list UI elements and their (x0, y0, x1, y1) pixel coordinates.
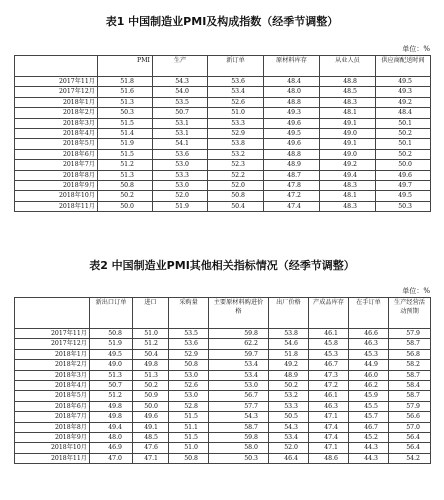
table2-header-business-expectations: 生产经营活动预期 (389, 298, 431, 329)
table-cell: 53.0 (153, 160, 208, 170)
table-cell: 47.0 (90, 453, 133, 463)
table-cell: 50.0 (98, 201, 153, 211)
table-cell: 49.7 (376, 181, 431, 191)
row-label: 2018年1月 (15, 97, 98, 107)
table-cell: 51.0 (208, 108, 264, 118)
table-cell: 45.9 (349, 391, 389, 401)
table-cell: 49.5 (376, 77, 431, 87)
row-label: 2018年2月 (15, 360, 90, 370)
table2-header-new-export-orders: 新出口订单 (90, 298, 133, 329)
table-row (15, 139, 431, 149)
table-cell: 58.7 (389, 391, 431, 401)
row-label: 2018年4月 (15, 129, 98, 139)
row-label: 2018年7月 (15, 160, 98, 170)
table2-title: 表2 中国制造业PMI其他相关指标情况（经季节调整） (89, 259, 355, 272)
row-label: 2018年1月 (15, 349, 90, 359)
table-cell: 50.3 (376, 201, 431, 211)
table-cell: 49.8 (90, 401, 133, 411)
table-row (15, 160, 431, 170)
table-cell: 51.3 (98, 170, 153, 180)
row-label: 2018年5月 (15, 139, 98, 149)
table-row (15, 391, 431, 401)
table-cell: 51.4 (98, 129, 153, 139)
table-cell: 56.8 (389, 349, 431, 359)
table-cell: 53.0 (209, 381, 269, 391)
table-cell: 53.2 (269, 391, 309, 401)
table-cell: 50.2 (269, 381, 309, 391)
table2-header-imports: 进口 (133, 298, 169, 329)
table-cell: 46.6 (349, 329, 389, 339)
table-row (15, 360, 431, 370)
table-cell: 52.9 (169, 349, 209, 359)
table2-unit: 单位：% (402, 287, 430, 295)
table-cell: 52.3 (208, 160, 264, 170)
table2-header-finished-goods-inventory: 产成品库存 (309, 298, 349, 329)
table-cell: 44.3 (349, 443, 389, 453)
row-label: 2018年11月 (15, 453, 90, 463)
table-cell: 49.6 (376, 170, 431, 180)
table-cell: 54.0 (153, 87, 208, 97)
table2-header-purchase-quantity: 采购量 (169, 298, 209, 329)
table-cell: 52.6 (169, 381, 209, 391)
table-cell: 51.5 (98, 118, 153, 128)
table-cell: 48.6 (309, 453, 349, 463)
table-row (15, 87, 431, 97)
table-cell: 52.0 (269, 443, 309, 453)
table-cell: 52.0 (208, 181, 264, 191)
table-row (15, 349, 431, 359)
table-cell: 52.0 (153, 191, 208, 201)
table-cell: 53.6 (153, 149, 208, 159)
row-label: 2018年11月 (15, 201, 98, 211)
table-cell: 48.0 (90, 433, 133, 443)
table1-header-production: 生产 (153, 56, 208, 77)
table-cell: 48.9 (269, 370, 309, 380)
table-cell: 51.8 (98, 77, 153, 87)
table-cell: 50.2 (98, 191, 153, 201)
table-cell: 45.3 (309, 349, 349, 359)
table-cell: 56.4 (389, 443, 431, 453)
table-cell: 50.2 (133, 381, 169, 391)
table-cell: 49.1 (320, 139, 376, 149)
table-row (15, 453, 431, 463)
row-label: 2018年8月 (15, 422, 90, 432)
table-cell: 53.4 (209, 360, 269, 370)
row-label: 2017年12月 (15, 339, 90, 349)
table-cell: 46.1 (309, 329, 349, 339)
table-cell: 58.7 (209, 422, 269, 432)
table-cell: 49.6 (264, 139, 320, 149)
table-cell: 47.2 (264, 191, 320, 201)
table-cell: 57.9 (389, 329, 431, 339)
row-label: 2018年7月 (15, 412, 90, 422)
table-cell: 58.7 (389, 370, 431, 380)
row-label: 2018年6月 (15, 401, 90, 411)
table-cell: 47.1 (309, 443, 349, 453)
table-cell: 53.1 (153, 118, 208, 128)
row-label: 2018年2月 (15, 108, 98, 118)
table-cell: 51.6 (98, 87, 153, 97)
table-cell: 49.5 (376, 191, 431, 201)
table2-header-input-prices: 主要原材料购进价格 (209, 298, 269, 329)
table-row (15, 170, 431, 180)
table-cell: 50.1 (376, 118, 431, 128)
table-cell: 51.2 (98, 160, 153, 170)
table-cell: 47.4 (309, 433, 349, 443)
table-cell: 52.8 (169, 401, 209, 411)
row-label: 2018年9月 (15, 181, 98, 191)
table-cell: 54.6 (269, 339, 309, 349)
table-cell: 50.8 (169, 453, 209, 463)
table1-header-pmi: PMI (98, 56, 153, 77)
table-cell: 46.1 (309, 391, 349, 401)
table-row (15, 108, 431, 118)
table-cell: 59.8 (209, 329, 269, 339)
table-cell: 44.9 (349, 360, 389, 370)
table-cell: 57.7 (209, 401, 269, 411)
table-cell: 53.6 (169, 339, 209, 349)
table-cell: 50.2 (376, 149, 431, 159)
table-cell: 45.7 (349, 412, 389, 422)
table-row (15, 118, 431, 128)
table-cell: 53.2 (208, 149, 264, 159)
table-cell: 53.0 (169, 370, 209, 380)
table-cell: 49.1 (320, 118, 376, 128)
table-cell: 51.2 (133, 339, 169, 349)
table-cell: 46.0 (349, 370, 389, 380)
table-cell: 51.3 (133, 370, 169, 380)
table1-header-new-orders: 新订单 (208, 56, 264, 77)
table-cell: 56.6 (389, 412, 431, 422)
table-cell: 47.1 (309, 412, 349, 422)
table-cell: 59.8 (209, 433, 269, 443)
table-row (15, 422, 431, 432)
table-row (15, 201, 431, 211)
table-cell: 51.0 (133, 329, 169, 339)
row-label: 2018年3月 (15, 118, 98, 128)
table-row (15, 370, 431, 380)
table-cell: 51.3 (90, 370, 133, 380)
table2-header-corner (15, 298, 90, 329)
table-cell: 58.7 (389, 339, 431, 349)
table-row (15, 412, 431, 422)
table-cell: 46.3 (349, 339, 389, 349)
pmi-other-indicators-table (14, 297, 431, 464)
table-cell: 57.9 (389, 401, 431, 411)
table-cell: 48.7 (264, 170, 320, 180)
table-cell: 62.2 (209, 339, 269, 349)
table-cell: 47.2 (309, 381, 349, 391)
table-row (15, 181, 431, 191)
table-cell: 48.8 (264, 97, 320, 107)
table-cell: 53.3 (269, 401, 309, 411)
table1-header-employment: 从业人员 (320, 56, 376, 77)
table-cell: 53.5 (169, 329, 209, 339)
table-cell: 47.3 (309, 370, 349, 380)
table-cell: 52.6 (208, 97, 264, 107)
table2-header-output-prices: 出厂价格 (269, 298, 309, 329)
table-row (15, 77, 431, 87)
row-label: 2018年6月 (15, 149, 98, 159)
table-cell: 48.8 (264, 149, 320, 159)
row-label: 2018年3月 (15, 370, 90, 380)
table1-unit: 单位：% (402, 45, 430, 53)
table-cell: 51.9 (90, 339, 133, 349)
row-label: 2018年5月 (15, 391, 90, 401)
table-cell: 59.7 (209, 349, 269, 359)
row-label: 2018年9月 (15, 433, 90, 443)
table-cell: 51.5 (98, 149, 153, 159)
table-cell: 49.3 (376, 87, 431, 97)
table-cell: 48.4 (264, 77, 320, 87)
table2-header-row (15, 298, 431, 329)
table-cell: 53.0 (153, 181, 208, 191)
table-cell: 50.8 (208, 191, 264, 201)
table-cell: 50.8 (169, 360, 209, 370)
table-cell: 49.0 (320, 149, 376, 159)
table-cell: 49.2 (269, 360, 309, 370)
table-cell: 48.3 (320, 181, 376, 191)
table-cell: 53.5 (153, 97, 208, 107)
table-cell: 46.4 (269, 453, 309, 463)
table-cell: 50.7 (90, 381, 133, 391)
table-cell: 50.9 (133, 391, 169, 401)
table-row (15, 149, 431, 159)
row-label: 2018年4月 (15, 381, 90, 391)
table-cell: 46.9 (90, 443, 133, 453)
table-cell: 50.8 (98, 181, 153, 191)
row-label: 2018年10月 (15, 443, 90, 453)
table-cell: 50.0 (133, 401, 169, 411)
table-cell: 49.1 (133, 422, 169, 432)
table-cell: 46.3 (309, 401, 349, 411)
table-cell: 47.1 (133, 453, 169, 463)
table-cell: 45.3 (349, 349, 389, 359)
table-cell: 49.4 (90, 422, 133, 432)
table-cell: 49.5 (90, 349, 133, 359)
table1-body (15, 77, 431, 212)
table-cell: 53.1 (153, 129, 208, 139)
table-cell: 54.3 (209, 412, 269, 422)
table-cell: 52.9 (208, 129, 264, 139)
table-cell: 49.5 (264, 129, 320, 139)
table-cell: 46.7 (309, 360, 349, 370)
pmi-components-table (14, 55, 431, 212)
table-cell: 49.4 (320, 170, 376, 180)
table-cell: 53.6 (208, 77, 264, 87)
table-cell: 58.0 (209, 443, 269, 453)
table-cell: 53.0 (169, 391, 209, 401)
table-cell: 53.3 (153, 170, 208, 180)
table-cell: 54.1 (153, 139, 208, 149)
table-cell: 56.4 (389, 433, 431, 443)
table-row (15, 97, 431, 107)
table-cell: 54.2 (389, 453, 431, 463)
table-cell: 48.0 (264, 87, 320, 97)
table-cell: 46.2 (349, 381, 389, 391)
table-cell: 53.4 (209, 370, 269, 380)
table-cell: 44.3 (349, 453, 389, 463)
table-row (15, 191, 431, 201)
table-cell: 45.2 (349, 433, 389, 443)
table2-body (15, 329, 431, 464)
table-cell: 48.8 (320, 77, 376, 87)
table-cell: 49.8 (133, 360, 169, 370)
table-cell: 58.4 (389, 381, 431, 391)
table-cell: 51.1 (169, 422, 209, 432)
row-label: 2017年12月 (15, 87, 98, 97)
table-cell: 57.0 (389, 422, 431, 432)
table2-header-backlog-orders: 在手订单 (349, 298, 389, 329)
table-cell: 50.3 (98, 108, 153, 118)
table-cell: 50.4 (133, 349, 169, 359)
table-cell: 49.2 (376, 97, 431, 107)
table-row (15, 339, 431, 349)
table-cell: 47.8 (264, 181, 320, 191)
table-row (15, 329, 431, 339)
table1-header-row (15, 56, 431, 77)
table-cell: 51.9 (153, 201, 208, 211)
table-cell: 48.3 (320, 97, 376, 107)
table-cell: 49.3 (264, 108, 320, 118)
table-cell: 50.8 (90, 329, 133, 339)
table-cell: 54.3 (153, 77, 208, 87)
row-label: 2018年10月 (15, 191, 98, 201)
table1-header-delivery-time: 供应商配送时间 (376, 56, 431, 77)
table-cell: 49.6 (133, 412, 169, 422)
table-cell: 53.8 (269, 329, 309, 339)
table-cell: 50.3 (209, 453, 269, 463)
table-cell: 45.5 (349, 401, 389, 411)
table-cell: 51.3 (98, 97, 153, 107)
table-cell: 48.4 (376, 108, 431, 118)
table-cell: 50.1 (376, 139, 431, 149)
table-row (15, 401, 431, 411)
table-row (15, 443, 431, 453)
table-cell: 47.4 (309, 422, 349, 432)
table-cell: 48.1 (320, 108, 376, 118)
table-cell: 51.5 (169, 412, 209, 422)
table-cell: 53.4 (269, 433, 309, 443)
table-cell: 49.2 (320, 160, 376, 170)
table-cell: 49.8 (90, 412, 133, 422)
table-cell: 51.2 (90, 391, 133, 401)
table-cell: 53.8 (208, 139, 264, 149)
table-cell: 48.3 (320, 201, 376, 211)
table-row (15, 129, 431, 139)
row-label: 2017年11月 (15, 329, 90, 339)
row-label: 2018年8月 (15, 170, 98, 180)
table-cell: 48.5 (320, 87, 376, 97)
table-cell: 58.2 (389, 360, 431, 370)
table-cell: 52.2 (208, 170, 264, 180)
table-cell: 51.5 (169, 433, 209, 443)
table-cell: 48.5 (133, 433, 169, 443)
table-cell: 50.2 (376, 129, 431, 139)
table-cell: 50.7 (153, 108, 208, 118)
table-row (15, 381, 431, 391)
table-cell: 50.5 (269, 412, 309, 422)
table-cell: 49.0 (90, 360, 133, 370)
table-cell: 47.6 (133, 443, 169, 453)
table1-header-corner (15, 56, 98, 77)
table-cell: 48.9 (264, 160, 320, 170)
table-row (15, 433, 431, 443)
table-cell: 54.3 (269, 422, 309, 432)
table-cell: 45.8 (309, 339, 349, 349)
table-cell: 56.7 (209, 391, 269, 401)
table-cell: 53.3 (208, 118, 264, 128)
table-cell: 49.0 (320, 129, 376, 139)
table-cell: 48.1 (320, 191, 376, 201)
table-cell: 49.6 (264, 118, 320, 128)
table1-title: 表1 中国制造业PMI及构成指数（经季节调整） (105, 15, 339, 28)
table-cell: 51.8 (269, 349, 309, 359)
row-label: 2017年11月 (15, 77, 98, 87)
table-cell: 46.7 (349, 422, 389, 432)
table-cell: 47.4 (264, 201, 320, 211)
table-cell: 50.4 (208, 201, 264, 211)
table-cell: 51.9 (98, 139, 153, 149)
table1-header-raw-inventory: 原材料库存 (264, 56, 320, 77)
table-cell: 51.0 (169, 443, 209, 453)
table-cell: 50.0 (376, 160, 431, 170)
table-cell: 53.4 (208, 87, 264, 97)
